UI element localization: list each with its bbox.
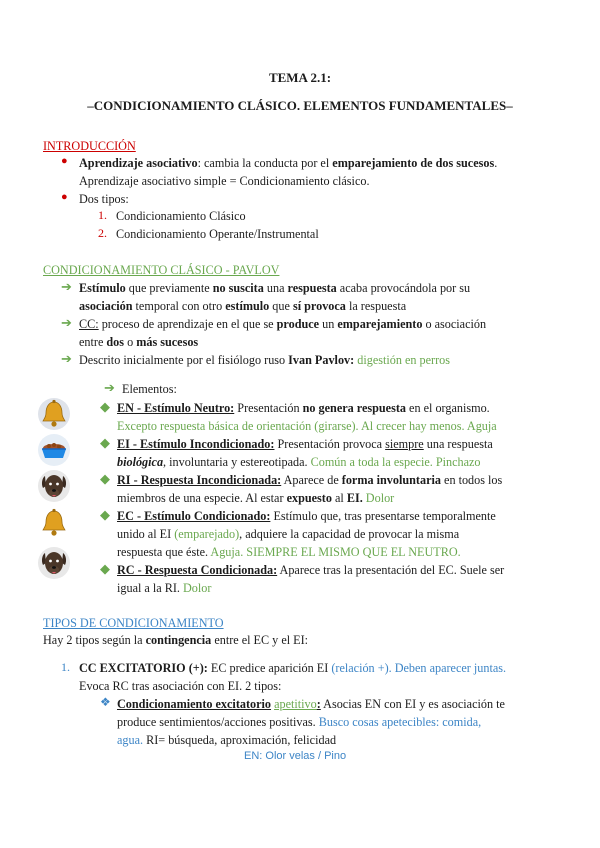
number-marker: 1. — [98, 208, 107, 222]
sub-excitatorio-line2: produce sentimientos/acciones positivas. Busco cosas apetecibles: comida, — [117, 715, 482, 729]
element-ri: RI - Respuesta Incondicionada: Aparece de forma involuntaria en todos los — [117, 473, 503, 487]
diamond-bullet-icon: ◆ — [100, 507, 110, 522]
bullet-icon: ● — [61, 155, 68, 167]
element-ei-line2: biológica, involuntaria y estereotipada. Común a toda la especie. Pinchazo — [117, 455, 481, 469]
element-rc-line2: igual a la RI. Dolor — [117, 581, 212, 595]
bell-icon — [37, 506, 71, 540]
cc-arrow-2: CC: proceso de aprendizaje en el que se produce un emparejamiento o asociación — [79, 317, 487, 331]
arrow-icon: ➔ — [61, 315, 72, 330]
doc-subtitle: –CONDICIONAMIENTO CLÁSICO. ELEMENTOS FUNDAMENTALES– — [87, 98, 513, 113]
bell-icon — [37, 397, 71, 431]
element-ei: EI - Estímulo Incondicionado: Presentación provoca siempre una respuesta — [117, 437, 493, 451]
element-ec: EC - Estímulo Condicionado: Estímulo que, tras presentarse temporalmente — [117, 509, 496, 523]
elements-label: Elementos: — [122, 382, 177, 396]
element-ec-line2: unido al EI (emparejado), adquiere la capacidad de provocar la misma — [117, 527, 460, 541]
cc-arrow-2-line2: entre dos o más sucesos — [79, 335, 199, 349]
number-marker: 1. — [61, 660, 70, 674]
cc-arrow-1-line2: asociación temporal con otro estímulo que sí provoca la respuesta — [79, 299, 407, 313]
intro-bullet-1-line2: Aprendizaje asociativo simple = Condicionamiento clásico. — [79, 174, 370, 188]
sub-excitatorio-line4: EN: Olor velas / Pino — [244, 750, 347, 762]
cc-heading: CONDICIONAMIENTO CLÁSICO - PAVLOV — [43, 263, 280, 277]
arrow-icon: ➔ — [61, 351, 72, 366]
diamond-bullet-icon: ◆ — [100, 399, 110, 414]
cc-arrow-1: Estímulo que previamente no suscita una respuesta acaba provocándola por su — [79, 281, 471, 295]
dog-icon — [37, 546, 71, 580]
intro-bullet-2: Dos tipos: — [79, 192, 129, 206]
element-ri-line2: miembros de una especie. Al estar expuesto al EI. Dolor — [117, 491, 395, 505]
element-rc: RC - Respuesta Condicionada: Aparece tras la presentación del EC. Suele ser — [117, 563, 505, 577]
sparkle-bullet-icon: ❖ — [100, 695, 111, 709]
cc-excitatorio: CC EXCITATORIO (+): EC predice aparición EI (relación +). Deben aparecer juntas. — [79, 661, 507, 675]
diamond-bullet-icon: ◆ — [100, 471, 110, 486]
intro-list-item-2: Condicionamiento Operante/Instrumental — [116, 227, 319, 241]
tipos-heading: TIPOS DE CONDICIONAMIENTO — [43, 616, 224, 630]
sub-excitatorio-line3: agua. RI= búsqueda, aproximación, felicidad — [117, 733, 337, 747]
intro-bullet-1: Aprendizaje asociativo: cambia la conducta por el emparejamiento de dos sucesos. — [79, 156, 498, 170]
cc-excitatorio-line2: Evoca RC tras asociación con EI. 2 tipos: — [79, 679, 282, 693]
intro-list-item-1: Condicionamiento Clásico — [116, 209, 246, 223]
dog-food-bowl-icon — [37, 433, 71, 467]
cc-arrow-3: Descrito inicialmente por el fisiólogo ruso Ivan Pavlov: digestión en perros — [79, 353, 450, 367]
diamond-bullet-icon: ◆ — [100, 435, 110, 450]
element-en: EN - Estímulo Neutro: Presentación no genera respuesta en el organismo. — [117, 401, 490, 415]
arrow-icon: ➔ — [61, 279, 72, 294]
arrow-icon: ➔ — [104, 380, 115, 395]
diamond-bullet-icon: ◆ — [100, 561, 110, 576]
sub-excitatorio-apetitivo: Condicionamiento excitatorio apetitivo: Asocias EN con EI y es asociación te — [117, 697, 505, 711]
bullet-icon: ● — [61, 191, 68, 203]
element-ec-line3: respuesta que éste. Aguja. SIEMPRE EL MISMO QUE EL NEUTRO. — [117, 545, 461, 559]
doc-title: TEMA 2.1: — [268, 70, 332, 85]
intro-heading: INTRODUCCIÓN — [43, 139, 136, 153]
number-marker: 2. — [98, 226, 107, 240]
element-en-line2: Excepto respuesta básica de orientación (girarse). Al crecer hay menos. Aguja — [117, 419, 497, 433]
dog-icon — [37, 469, 71, 503]
tipos-intro: Hay 2 tipos según la contingencia entre el EC y el EI: — [43, 633, 309, 647]
